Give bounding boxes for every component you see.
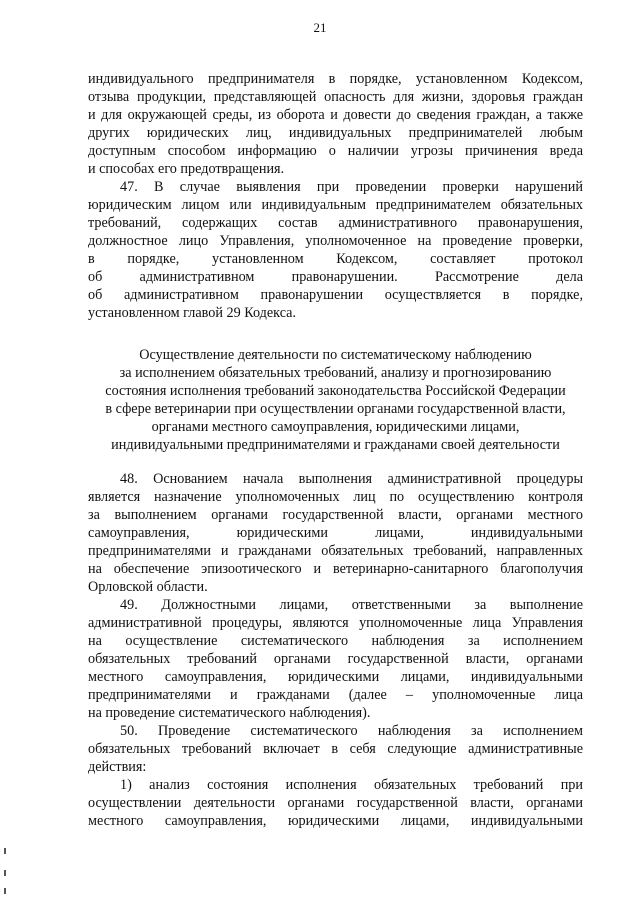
text-line: обязательных требований органами государственной власти, органами <box>88 651 583 667</box>
text-line: об административном правонарушении осуществляется в порядке, <box>88 287 583 303</box>
text-line: должностное лицо Управления, уполномоченное на проведение проверки, <box>88 233 583 249</box>
text-line: 1) анализ состояния исполнения обязательных требований при <box>120 777 583 793</box>
text-line: предпринимателями и гражданами обязательных требований, направленных <box>88 543 583 559</box>
text-line: местного самоуправления, юридическими лицами, индивидуальными <box>88 669 583 685</box>
text-line: Орловской области. <box>88 579 208 595</box>
text-line: предпринимателями и гражданами (далее – уполномоченные лица <box>88 687 583 703</box>
text-line: установленном главой 29 Кодекса. <box>88 305 297 321</box>
text-line: 47. В случае выявления при проведении проверки нарушений <box>120 179 583 195</box>
text-line: других юридических лиц, индивидуальных предпринимателей любым <box>88 125 583 141</box>
text-line: обязательных требований включает в себя следующие административные <box>88 741 583 757</box>
text-line: об административном правонарушении. Рассмотрение дела <box>88 269 583 285</box>
text-line: 49. Должностными лицами, ответственными за выполнение <box>120 597 583 613</box>
text-line: 50. Проведение систематического наблюдения за исполнением <box>120 723 583 739</box>
text-line: отзыва продукции, представляющей опасность для жизни, здоровья граждан <box>88 89 583 105</box>
text-line: на проведение систематического наблюдения). <box>88 705 371 721</box>
text-line: действия: <box>88 759 147 775</box>
section-heading-line: состояния исполнения требований законодательства Российской Федерации <box>105 383 566 399</box>
page-number: 21 <box>313 20 327 35</box>
text-line: и для окружающей среды, из оборота и довести до сведения граждан, а также <box>88 107 583 123</box>
text-line: на обеспечение эпизоотического и ветеринарно-санитарного благополучия <box>88 561 583 577</box>
text-line: и способах его предотвращения. <box>88 161 285 177</box>
text-line: является назначение уполномоченных лиц по осуществлению контроля <box>88 489 583 505</box>
text-line: юридическим лицом или индивидуальным предпринимателем обязательных <box>88 197 583 213</box>
scan-mark <box>4 870 6 876</box>
text-line: индивидуального предпринимателя в порядке, установленном Кодексом, <box>88 71 583 87</box>
section-heading-line: органами местного самоуправления, юридическими лицами, <box>151 419 520 435</box>
section-heading-line: Осуществление деятельности по систематическому наблюдению <box>139 347 532 363</box>
text-line: требований, содержащих состав административного правонарушения, <box>88 215 583 231</box>
scan-mark <box>4 848 6 854</box>
text-line: административной процедуры, являются уполномоченные лица Управления <box>88 615 583 631</box>
text-line: доступным способом информацию о наличии угрозы причинения вреда <box>88 143 583 159</box>
text-line: за выполнением органами государственной власти, органами местного <box>88 507 583 523</box>
section-heading-line: в сфере ветеринарии при осуществлении органами государственной власти, <box>105 401 566 417</box>
text-line: на осуществление систематического наблюдения за исполнением <box>88 633 583 649</box>
section-heading-line: за исполнением обязательных требований, анализу и прогнозированию <box>119 365 552 381</box>
text-line: осуществлении деятельности органами государственной власти, органами <box>88 795 583 811</box>
text-line: в порядке, установленном Кодексом, составляет протокол <box>88 251 583 267</box>
text-line: местного самоуправления, юридическими лицами, индивидуальными <box>88 813 583 829</box>
section-heading-line: индивидуальными предпринимателями и гражданами своей деятельности <box>111 437 560 453</box>
text-line: 48. Основанием начала выполнения административной процедуры <box>120 471 583 487</box>
scan-mark <box>4 888 6 894</box>
text-line: самоуправления, юридическими лицами, индивидуальными <box>88 525 583 541</box>
